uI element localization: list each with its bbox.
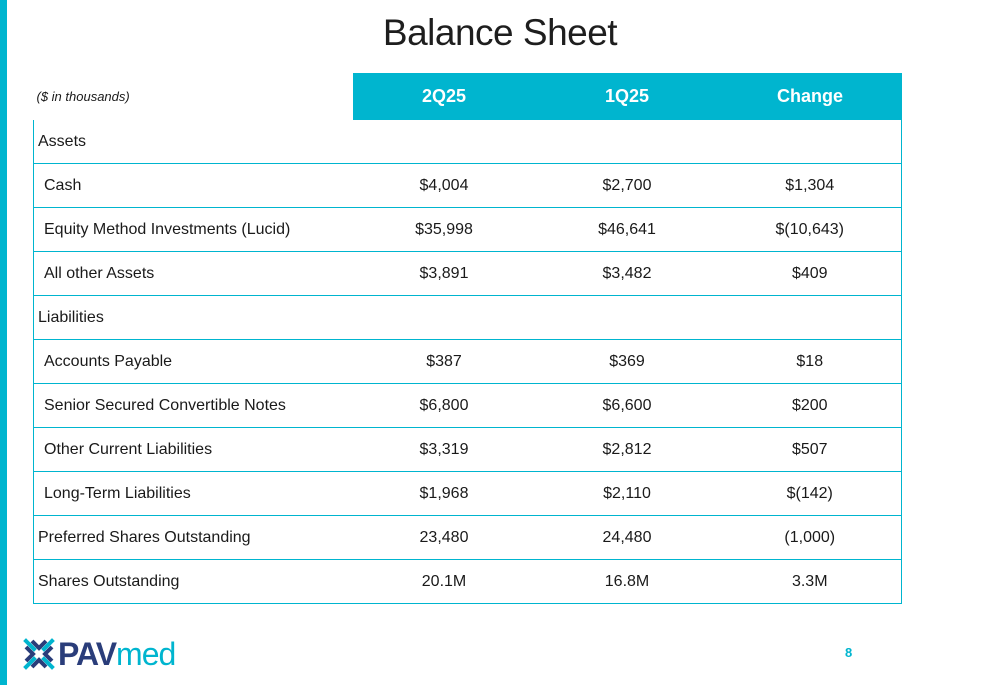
table-row <box>34 516 902 560</box>
row-label: Preferred Shares Outstanding <box>38 528 251 546</box>
cell-change <box>719 296 902 340</box>
table-row <box>34 252 902 296</box>
row-label: Equity Method Investments (Lucid) <box>44 220 291 238</box>
row-label: Senior Secured Convertible Notes <box>44 396 286 414</box>
cell-1q25 <box>536 120 719 164</box>
cell-2q25: 20.1M <box>421 572 467 590</box>
page-number: 8 <box>845 645 853 660</box>
row-label: Shares Outstanding <box>38 572 180 590</box>
table-row <box>34 560 902 604</box>
column-header-2q25: 2Q25 <box>353 73 536 120</box>
cell-1q25: $2,812 <box>602 440 652 458</box>
cell-change: $18 <box>796 352 824 370</box>
table-row <box>34 164 902 208</box>
table-row <box>34 384 902 428</box>
left-accent-bar <box>0 0 7 685</box>
cell-change: (1,000) <box>784 528 836 546</box>
table-row <box>34 340 902 384</box>
row-label: Accounts Payable <box>44 352 173 370</box>
cell-1q25 <box>536 296 719 340</box>
cell-1q25: $2,110 <box>603 484 651 502</box>
cell-change: $(142) <box>786 484 833 502</box>
cell-1q25: $2,700 <box>602 176 652 194</box>
cell-change: $200 <box>791 396 828 414</box>
cell-1q25: $6,600 <box>602 396 652 414</box>
cell-1q25: $369 <box>609 352 645 370</box>
cell-2q25: $6,800 <box>419 396 469 414</box>
table-row <box>34 428 902 472</box>
logo-text-pav: PAV <box>58 635 117 672</box>
table-body <box>34 120 902 604</box>
cell-2q25: 23,480 <box>419 528 469 546</box>
cell-change <box>719 120 902 164</box>
cell-2q25 <box>353 120 536 164</box>
pavmed-logo <box>22 634 175 674</box>
row-label: Assets <box>38 132 87 150</box>
table-row <box>34 208 902 252</box>
slide-title: Balance Sheet <box>382 12 618 53</box>
cell-change: $409 <box>791 264 828 282</box>
cell-1q25: $3,482 <box>602 264 652 282</box>
cell-change: $1,304 <box>785 176 835 194</box>
cell-1q25: $46,641 <box>598 220 656 238</box>
logo-text-med: med <box>116 635 176 672</box>
cell-change: 3.3M <box>791 572 828 590</box>
column-header-change: Change <box>719 73 902 120</box>
pavmed-x-logo-icon <box>22 637 56 671</box>
cell-2q25: $3,319 <box>419 440 469 458</box>
table-row <box>34 296 902 340</box>
row-label: Cash <box>44 176 82 194</box>
cell-2q25: $387 <box>426 352 462 370</box>
cell-1q25: 16.8M <box>604 572 650 590</box>
column-header-1q25: 1Q25 <box>536 73 719 120</box>
row-label: Long-Term Liabilities <box>44 484 191 502</box>
cell-2q25: $4,004 <box>419 176 469 194</box>
cell-2q25: $3,891 <box>419 264 469 282</box>
logo-wordmark <box>58 636 175 673</box>
table-row <box>34 472 902 516</box>
cell-change: $(10,643) <box>775 220 844 238</box>
cell-2q25: $35,998 <box>415 220 473 238</box>
units-label: ($ in thousands) <box>34 73 353 120</box>
cell-1q25: 24,480 <box>602 528 652 546</box>
table-header-row <box>34 73 902 120</box>
row-label: All other Assets <box>44 264 155 282</box>
cell-2q25: $1,968 <box>419 484 469 502</box>
cell-change: $507 <box>791 440 828 458</box>
table-row <box>34 120 902 164</box>
cell-2q25 <box>353 296 536 340</box>
row-label: Other Current Liabilities <box>44 440 213 458</box>
row-label: Liabilities <box>38 308 104 326</box>
balance-sheet-table <box>33 73 902 604</box>
